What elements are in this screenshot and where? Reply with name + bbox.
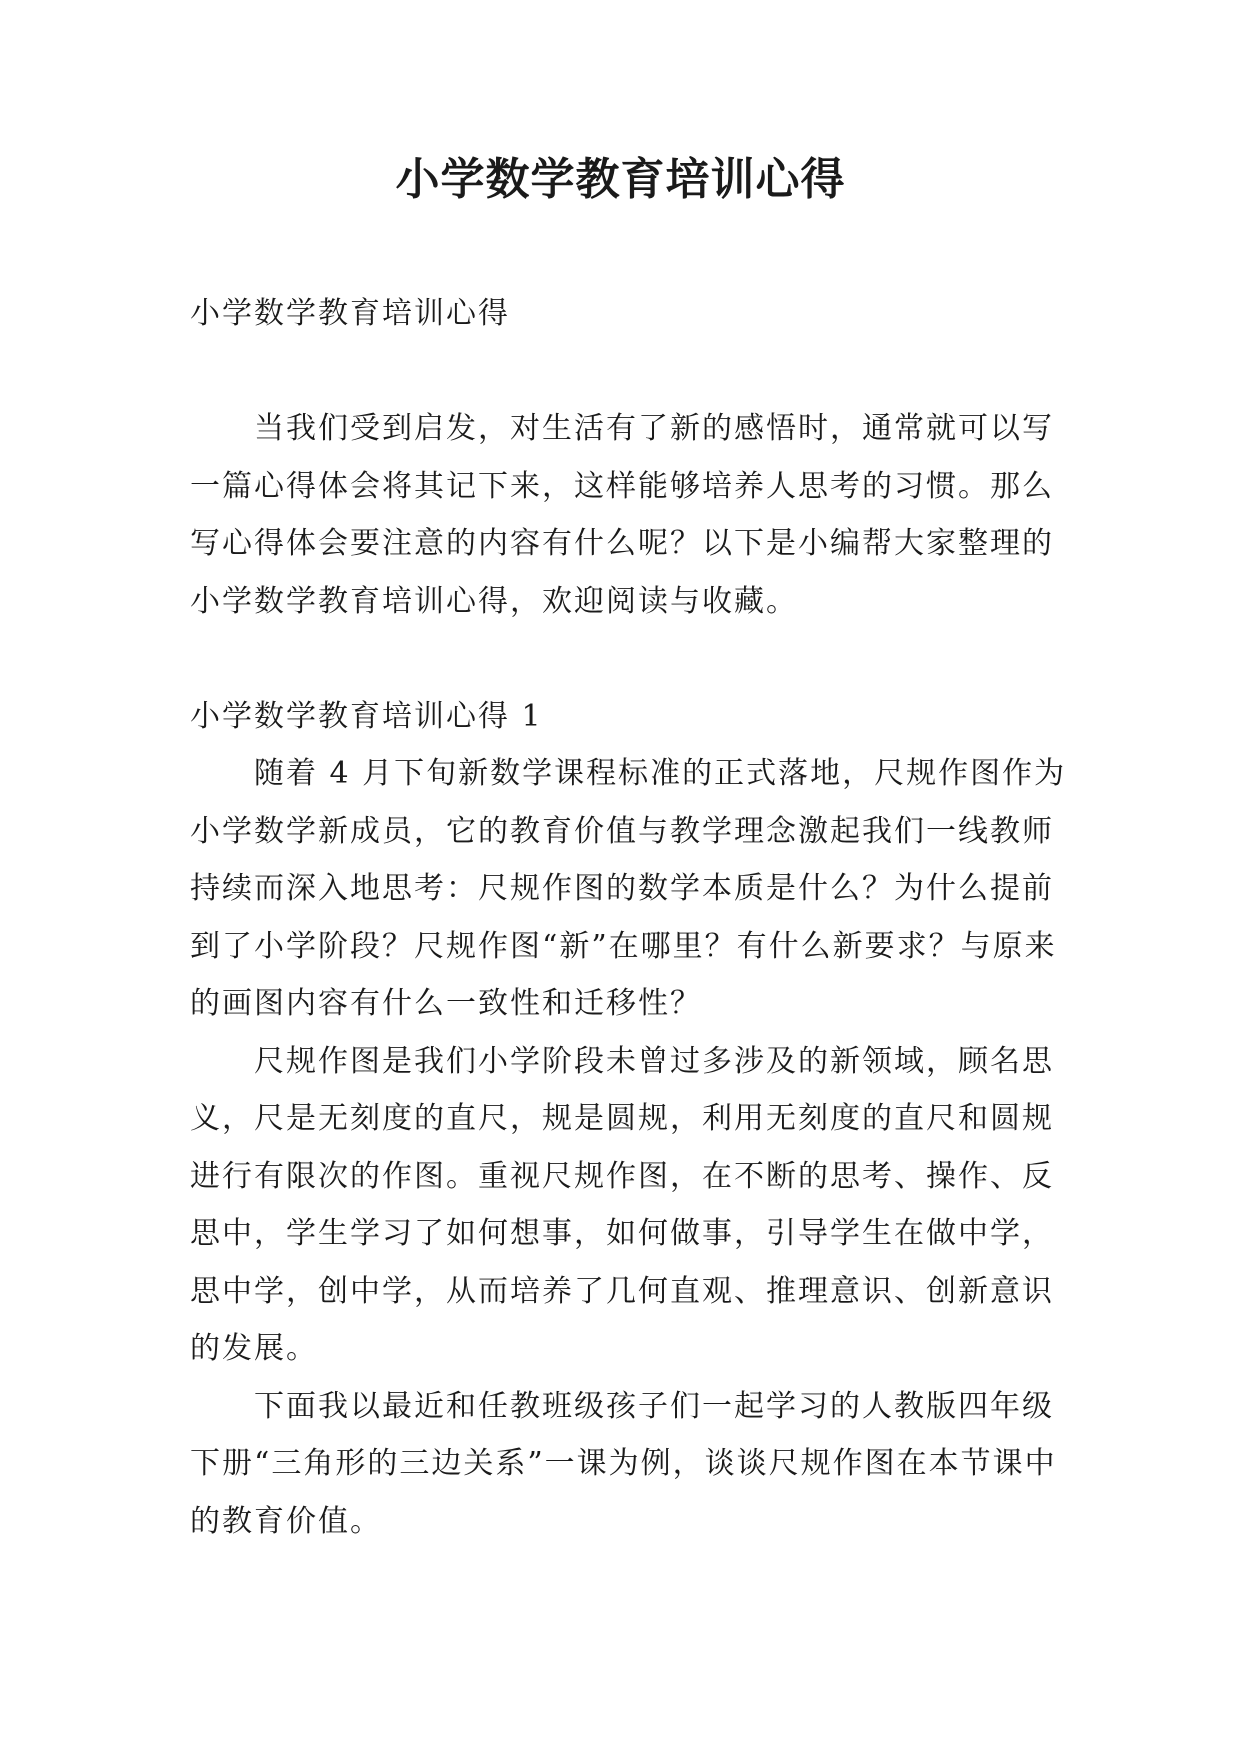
- section-heading: 小学数学教育培训心得 1: [190, 698, 543, 734]
- document-subtitle: 小学数学教育培训心得: [190, 296, 510, 331]
- body-paragraph: 尺规作图是我们小学阶段未曾过多涉及的新领域，顾名思义，尺是无刻度的直尺，规是圆规，利用无刻度的直尺和圆规进行有限次的作图。重视尺规作图，在不断的思考、操作、反思中，学生学习了如何想事，如何做事，引导学生在做中学，思中学，创中学，从而培养了几何直观、推理意识、创新意识的发展。: [190, 1043, 1054, 1366]
- spacer: [190, 630, 1070, 688]
- spacer: [190, 343, 1070, 401]
- document-body: [190, 285, 1070, 1550]
- document-title: 小学数学教育培训心得: [395, 154, 846, 205]
- intro-paragraph: 当我们受到启发，对生活有了新的感悟时，通常就可以写一篇心得体会将其记下来，这样能够培养人思考的习惯。那么写心得体会要注意的内容有什么呢？以下是小编帮大家整理的小学数学教育培训心得，欢迎阅读与收藏。: [190, 411, 1054, 619]
- body-paragraph: 随着 4 月下旬新数学课程标准的正式落地，尺规作图作为小学数学新成员，它的教育价值与教学理念激起我们一线教师持续而深入地思考：尺规作图的数学本质是什么？为什么提前到了小学阶段？尺规作图“新”在哪里？有什么新要求？与原来的画图内容有什么一致性和迁移性？: [190, 756, 1067, 1021]
- body-paragraph: 下面我以最近和任教班级孩子们一起学习的人教版四年级下册“三角形的三边关系”一课为例，谈谈尺规作图在本节课中的教育价值。: [190, 1388, 1057, 1539]
